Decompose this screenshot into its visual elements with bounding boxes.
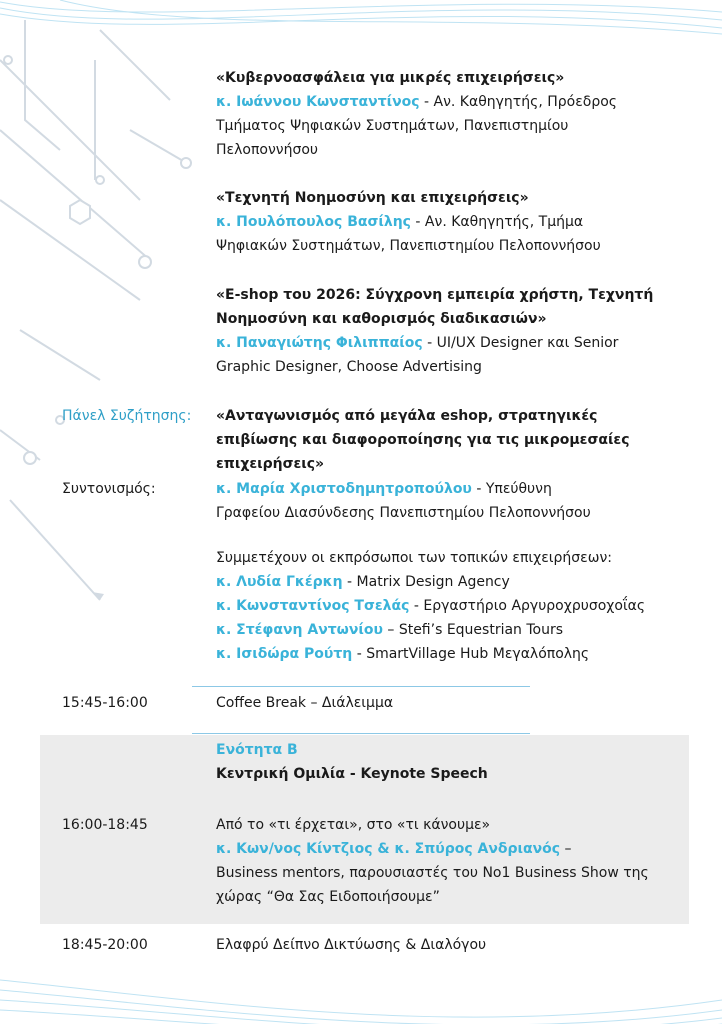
panel-title-line: «Ανταγωνισμός από μεγάλα eshop, στρατηγικές — [216, 408, 598, 424]
talk-1 — [216, 66, 686, 162]
participants-intro: Συμμετέχουν οι εκπρόσωποι των τοπικών επιχειρήσεων: — [216, 550, 612, 566]
participant-name: κ. Ισιδώρα Ρούτη — [216, 646, 353, 662]
keynote-subtitle: Από το «τι έρχεται», στο «τι κάνουμε» — [216, 817, 491, 833]
talk-2 — [216, 186, 686, 258]
keynote-desc: χώρας “Θα Σας Ειδοποιήσουμε” — [216, 889, 440, 905]
bottom-wave-decoration — [0, 980, 722, 1024]
participants — [216, 546, 706, 666]
talk-title: «E-shop του 2026: Σύγχρονη εμπειρία χρήστη, Τεχνητή — [216, 287, 654, 303]
panel-label: Πάνελ Συζήτησης: — [62, 408, 192, 424]
participant-item — [216, 570, 706, 594]
speaker-desc: Ψηφιακών Συστημάτων, Πανεπιστημίου Πελοποννήσου — [216, 238, 601, 254]
participant-item — [216, 642, 706, 666]
dinner-text: Ελαφρύ Δείπνο Δικτύωσης & Διαλόγου — [216, 937, 487, 953]
unit-b — [216, 738, 686, 786]
panel-title — [216, 404, 696, 476]
speaker-desc: Graphic Designer, Choose Advertising — [216, 359, 482, 375]
keynote-desc: Business mentors, παρουσιαστές του Νο1 Business Show της — [216, 865, 649, 881]
divider — [192, 686, 530, 687]
participant-name: κ. Κωνσταντίνος Τσελάς — [216, 598, 410, 614]
participant-org: - Matrix Design Agency — [342, 574, 510, 590]
unit-b-time: 16:00-18:45 — [62, 817, 148, 833]
participant-item — [216, 594, 706, 618]
keynote-dash: – — [560, 841, 572, 857]
participant-name: κ. Στέφανη Αντωνίου — [216, 622, 383, 638]
participant-item — [216, 618, 706, 642]
speaker-desc: - Αν. Καθηγητής, Τμήμα — [410, 214, 584, 230]
panel-title-line: επιβίωσης και διαφοροποίησης για τις μικρομεσαίες — [216, 432, 630, 448]
moderator-desc: - Υπεύθυνη — [471, 481, 552, 497]
keynote-title: Κεντρική Ομιλία - Keynote Speech — [216, 766, 488, 782]
speaker-name: κ. Παναγιώτης Φιλιππαίος — [216, 335, 423, 351]
coffee-time: 15:45-16:00 — [62, 695, 148, 711]
participant-name: κ. Λυδία Γκέρκη — [216, 574, 343, 590]
circuit-lines-decoration — [0, 20, 190, 600]
talk-title: Νοημοσύνη και καθορισμός διαδικασιών» — [216, 311, 547, 327]
moderator-name: κ. Μαρία Χριστοδημητροπούλου — [216, 481, 472, 497]
speaker-name: κ. Ιωάννου Κωνσταντίνος — [216, 94, 420, 110]
panel-title-line: επιχειρήσεις» — [216, 456, 325, 472]
section-title: Ενότητα Β — [216, 742, 298, 758]
talk-title: «Κυβερνοασφάλεια για μικρές επιχειρήσεις» — [216, 70, 565, 86]
participant-org: - Εργαστήριο Αργυροχρυσοχοΐας — [409, 598, 646, 614]
moderator-desc: Γραφείου Διασύνδεσης Πανεπιστημίου Πελοποννήσου — [216, 505, 591, 521]
participant-org: – Stefi’s Equestrian Tours — [382, 622, 564, 638]
speaker-name: κ. Πουλόπουλος Βασίλης — [216, 214, 411, 230]
speaker-desc: Πελοποννήσου — [216, 142, 318, 158]
circuit-nodes-decoration — [4, 56, 191, 464]
moderation-label: Συντονισμός: — [62, 481, 156, 497]
speaker-desc: - UI/UX Designer και Senior — [422, 335, 619, 351]
speaker-desc: - Αν. Καθηγητής, Πρόεδρος — [419, 94, 618, 110]
speaker-desc: Τμήματος Ψηφιακών Συστημάτων, Πανεπιστημίου — [216, 118, 569, 134]
keynote-details — [216, 813, 686, 909]
keynote-speakers: κ. Κων/νος Κίντζιος & κ. Σπύρος Ανδριανός — [216, 841, 561, 857]
talk-title: «Τεχνητή Νοημοσύνη και επιχειρήσεις» — [216, 190, 529, 206]
top-wave-decoration — [0, 0, 722, 34]
dinner-time: 18:45-20:00 — [62, 937, 148, 953]
coffee-text: Coffee Break – Διάλειμμα — [216, 695, 394, 711]
participant-org: - SmartVillage Hub Μεγαλόπολης — [352, 646, 590, 662]
moderation — [216, 477, 696, 525]
talk-3 — [216, 283, 696, 379]
divider — [192, 733, 530, 734]
